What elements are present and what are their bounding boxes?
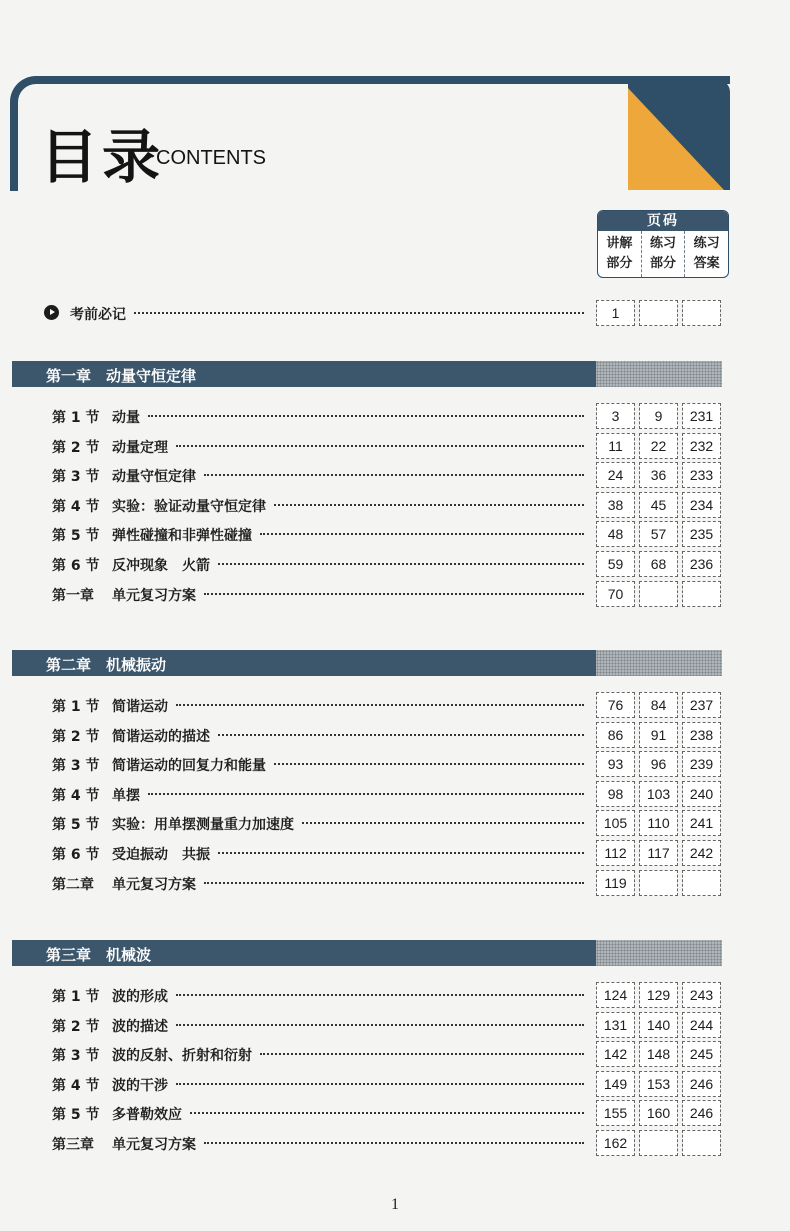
leader-dots [148,415,584,417]
toc-row[interactable] [0,781,790,807]
page-cell-answers [682,581,721,607]
section-number: 第 5 节 [52,817,100,833]
leader-dots [274,504,584,506]
chapter-texture [596,650,722,676]
page-cell-practice: 103 [639,781,678,807]
page-cell-answers [682,870,721,896]
page-cell-practice: 45 [639,492,678,518]
toc-entry-title: 多普勒效应 [112,1107,182,1123]
section-number: 第 5 节 [52,1107,100,1123]
page-cell-practice: 9 [639,403,678,429]
section-number: 第 4 节 [52,1078,100,1094]
leader-dots [218,563,584,565]
leader-dots [218,852,584,854]
page-cell-practice: 91 [639,722,678,748]
chapter-title: 第三章 机械波 [46,946,152,964]
toc-row[interactable] [0,1041,790,1067]
page-cell-lecture: 48 [596,521,635,547]
toc-entry-title: 单摆 [112,788,140,804]
section-number: 第一章 [52,588,94,604]
leader-dots [176,445,584,447]
toc-row[interactable] [0,492,790,518]
leader-dots [204,593,584,595]
legend-title: 页码 [598,211,728,231]
page-cell-lecture: 70 [596,581,635,607]
toc-row[interactable] [0,692,790,718]
page-cell-answers: 233 [682,462,721,488]
page-cell-practice: 129 [639,982,678,1008]
page-cell-lecture: 142 [596,1041,635,1067]
section-number: 第 4 节 [52,788,100,804]
toc-row[interactable] [0,521,790,547]
legend-col-lecture-line1: 讲解 [606,236,633,251]
toc-row[interactable] [0,1100,790,1126]
page-title: 目录 [40,123,165,191]
play-arrow-icon [44,305,59,320]
toc-entry-title: 简谐运动的描述 [112,729,210,745]
page-cell-practice [639,1130,678,1156]
page-cell-answers: 242 [682,840,721,866]
toc-entry-title: 受迫振动 共振 [112,847,210,863]
page-cell-lecture: 105 [596,810,635,836]
chapter-title: 第二章 机械振动 [46,656,167,674]
page-cell-answers: 235 [682,521,721,547]
page-cell-lecture: 24 [596,462,635,488]
page-cell-lecture: 11 [596,433,635,459]
page-cell-lecture: 93 [596,751,635,777]
toc-row-intro[interactable] [0,300,790,326]
page-cell-answers: 234 [682,492,721,518]
page-cell-answers: 232 [682,433,721,459]
page-cell-practice: 68 [639,551,678,577]
section-number: 第 1 节 [52,699,100,715]
page-cell-practice: 153 [639,1071,678,1097]
page-cell-lecture: 162 [596,1130,635,1156]
page-cell-practice [639,870,678,896]
section-number: 第 5 节 [52,528,100,544]
chapter-header[interactable] [12,940,722,966]
toc-entry-title: 反冲现象 火箭 [112,558,210,574]
page-cell-answers: 243 [682,982,721,1008]
page-subtitle: CONTENTS [156,147,266,169]
legend-col-answers [684,231,728,277]
legend-col-practice-line1: 练习 [650,236,677,251]
leader-dots [218,734,584,736]
toc-entry-title: 简谐运动 [112,699,168,715]
page-cell-practice: 117 [639,840,678,866]
toc-entry-title: 波的干涉 [112,1078,168,1094]
chapter-texture [596,940,722,966]
page-cell-answers: 238 [682,722,721,748]
toc-entry-title: 单元复习方案 [112,588,196,604]
page-cell-answers: 237 [682,692,721,718]
page-cell-practice: 160 [639,1100,678,1126]
page-cell-answers: 241 [682,810,721,836]
leader-dots [176,1024,584,1026]
leader-dots [260,533,584,535]
page-cell-practice: 57 [639,521,678,547]
header-corner-decoration [628,80,730,190]
page-cell-answers [682,1130,721,1156]
page-number-legend [597,210,729,278]
page-cell-practice: 148 [639,1041,678,1067]
page-cell-lecture: 131 [596,1012,635,1038]
toc-entry-title: 动量定理 [112,440,168,456]
section-number: 第 6 节 [52,558,100,574]
page-cell-answers: 231 [682,403,721,429]
page-cell-practice [639,581,678,607]
section-number: 第 1 节 [52,989,100,1005]
toc-entry-title: 单元复习方案 [112,1137,196,1153]
page-cell-lecture: 1 [596,300,635,326]
page-cell-answers: 240 [682,781,721,807]
toc-entry-title: 弹性碰撞和非弹性碰撞 [112,528,252,544]
section-number: 第 1 节 [52,410,100,426]
page-cell-lecture: 124 [596,982,635,1008]
leader-dots [176,704,584,706]
legend-col-lecture [598,231,641,277]
page-cell-lecture: 112 [596,840,635,866]
section-number: 第 6 节 [52,847,100,863]
toc-entry-title: 波的形成 [112,989,168,1005]
toc-entry-title: 简谐运动的回复力和能量 [112,758,266,774]
page-cell-practice: 96 [639,751,678,777]
page-cell-lecture: 38 [596,492,635,518]
leader-dots [204,474,584,476]
page-cell-lecture: 59 [596,551,635,577]
chapter-title: 第一章 动量守恒定律 [46,367,197,385]
section-number: 第三章 [52,1137,94,1153]
chapter-texture [596,361,722,387]
section-number: 第 3 节 [52,1048,100,1064]
legend-col-answers-line2: 答案 [693,256,720,271]
legend-col-practice-line2: 部分 [650,256,677,271]
leader-dots [148,793,584,795]
toc-row[interactable] [0,982,790,1008]
toc-entry-title: 动量 [112,410,140,426]
page-cell-lecture: 76 [596,692,635,718]
page-cell-answers: 239 [682,751,721,777]
page-cell-lecture: 155 [596,1100,635,1126]
page-cell-answers: 236 [682,551,721,577]
page-cell-practice: 22 [639,433,678,459]
page-cell-practice: 110 [639,810,678,836]
toc-entry-title: 波的反射、折射和衍射 [112,1048,252,1064]
page-cell-answers: 246 [682,1100,721,1126]
section-number: 第 3 节 [52,469,100,485]
page-number: 1 [391,1196,399,1213]
toc-row[interactable] [0,462,790,488]
page-cell-practice: 84 [639,692,678,718]
section-number: 第二章 [52,877,94,893]
section-number: 第 2 节 [52,729,100,745]
toc-row[interactable] [0,551,790,577]
page-cell-answers [682,300,721,326]
toc-row[interactable] [0,840,790,866]
legend-col-lecture-line2: 部分 [606,256,633,271]
toc-row[interactable] [0,1130,790,1156]
toc-row[interactable] [0,1071,790,1097]
leader-dots [134,312,584,314]
section-number: 第 4 节 [52,499,100,515]
page-cell-practice: 140 [639,1012,678,1038]
toc-entry-title: 动量守恒定律 [112,469,196,485]
page-cell-lecture: 149 [596,1071,635,1097]
leader-dots [190,1112,584,1114]
section-number: 第 2 节 [52,440,100,456]
toc-row[interactable] [0,581,790,607]
leader-dots [204,1142,584,1144]
legend-col-answers-line1: 练习 [693,236,720,251]
section-number: 第 2 节 [52,1019,100,1035]
section-number: 第 3 节 [52,758,100,774]
toc-row[interactable] [0,403,790,429]
toc-entry-title: 单元复习方案 [112,877,196,893]
page-cell-practice: 36 [639,462,678,488]
leader-dots [302,822,584,824]
page-cell-lecture: 98 [596,781,635,807]
toc-entry-title: 考前必记 [70,307,126,323]
toc-entry-title: 波的描述 [112,1019,168,1035]
page-cell-lecture: 86 [596,722,635,748]
toc-entry-title: 实验：验证动量守恒定律 [112,499,266,515]
toc-row[interactable] [0,870,790,896]
toc-row[interactable] [0,1012,790,1038]
page-cell-answers: 244 [682,1012,721,1038]
toc-row[interactable] [0,722,790,748]
leader-dots [176,994,584,996]
leader-dots [204,882,584,884]
chapter-header[interactable] [12,650,722,676]
page-cell-practice [639,300,678,326]
toc-row[interactable] [0,433,790,459]
leader-dots [274,763,584,765]
toc-row[interactable] [0,751,790,777]
page-cell-answers: 245 [682,1041,721,1067]
page-cell-answers: 246 [682,1071,721,1097]
leader-dots [176,1083,584,1085]
leader-dots [260,1053,584,1055]
page-cell-lecture: 3 [596,403,635,429]
toc-entry-title: 实验：用单摆测量重力加速度 [112,817,294,833]
page-cell-lecture: 119 [596,870,635,896]
chapter-header[interactable] [12,361,722,387]
legend-col-practice [641,231,685,277]
toc-row[interactable] [0,810,790,836]
